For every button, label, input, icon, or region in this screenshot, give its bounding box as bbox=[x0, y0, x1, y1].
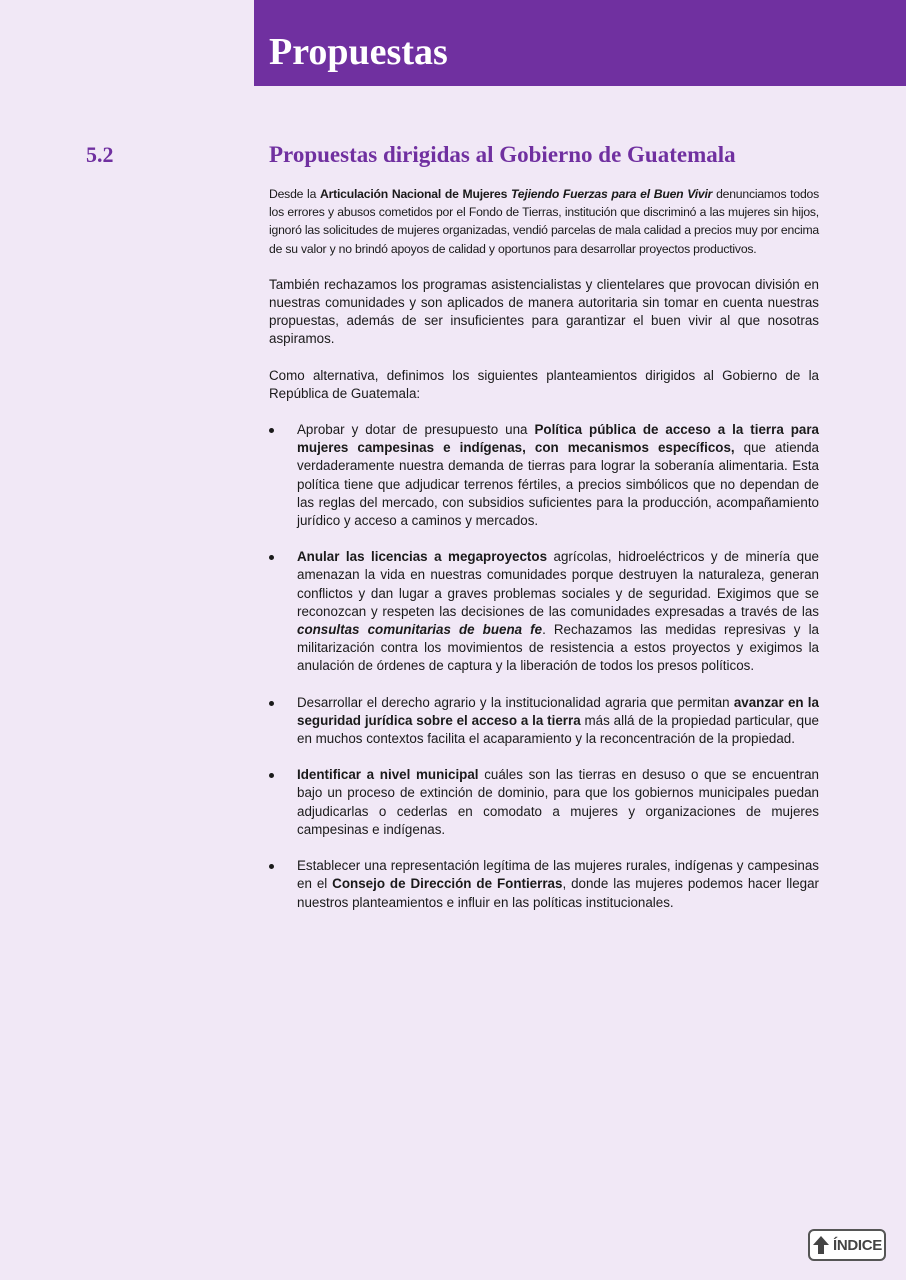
org-tagline: Tejiendo Fuerzas para el Buen Vivir bbox=[511, 187, 713, 201]
bullet-icon bbox=[269, 428, 274, 433]
text: Desde la bbox=[269, 187, 320, 201]
list-item: Desarrollar el derecho agrario y la institucionalidad agraria que permitan avanzar en la seguridad jurídica sobre el acceso a la tierra más allá de la propiedad particular, que en muchos contextos facilita el acaparamiento y la reconcentración de la propiedad. bbox=[269, 694, 819, 749]
paragraph-alternative: Como alternativa, definimos los siguientes planteamientos dirigidos al Gobierno de la República de Guatemala: bbox=[269, 367, 819, 401]
org-name: Articulación Nacional de Mujeres bbox=[319, 187, 512, 201]
body-content bbox=[269, 185, 819, 930]
bullet-icon bbox=[269, 864, 274, 869]
list-item: Establecer una representación legítima de las mujeres rurales, indígenas y campesinas en el Consejo de Dirección de Fontierras, donde las mujeres podemos hacer llegar nuestros planteamientos e influir en las políticas institucionales. bbox=[269, 857, 819, 912]
bullet-icon bbox=[269, 555, 274, 560]
paragraph-rejection: También rechazamos los programas asistencialistas y clientelares que provocan división en nuestras comunidades y son aplicados de manera autoritaria sin tomar en cuenta nuestras propuestas, además de ser insuficientes para garantizar el buen vivir al que nosotras aspiramos. bbox=[269, 276, 819, 347]
indice-button[interactable] bbox=[808, 1229, 886, 1261]
list-item: Anular las licencias a megaproyectos agrícolas, hidroeléctricos y de minería que amenazan la vida en nuestras comunidades porque destruyen la naturaleza, generan conflictos y dan lugar a graves problemas sociales y de seguridad. Exigimos que se reconozcan y respeten las decisiones de las comunidades expresadas a través de las consultas comunitarias de buena fe. Rechazamos las medidas represivas y la militarización contra los movimientos de resistencia a estos proyectos y exigimos la anulación de órdenes de captura y la liberación de todos los presos políticos. bbox=[269, 548, 819, 675]
proposal-list bbox=[269, 421, 819, 912]
text: denunciamos todos los errores y abusos cometidos por el Fondo de Tierras, institución que discriminó a las mujeres sin hijos, ignoró las solicitudes de mujeres organizadas, vendió parcelas de mala calidad a precios muy por encima de su valor y no brindó apoyos de calidad y oportunos para desarrollar proyectos productivos. bbox=[269, 187, 820, 256]
list-item: Identificar a nivel municipal cuáles son las tierras en desuso o que se encuentran bajo un proceso de extinción de dominio, para que los gobiernos municipales puedan adjudicarlas o cederlas en comodato a mujeres y organizaciones de mujeres campesinas e indígenas. bbox=[269, 766, 819, 839]
paragraph-intro bbox=[269, 185, 819, 258]
section-number: 5.2 bbox=[86, 142, 114, 167]
header-bar bbox=[254, 0, 906, 86]
list-item: Aprobar y dotar de presupuesto una Política pública de acceso a la tierra para mujeres campesinas e indígenas, con mecanismos específicos, que atienda verdaderamente nuestra demanda de tierras para lograr la soberanía alimentaria. Esta política tiene que adjudicar terrenos fértiles, a precios simbólicos que no dependan de las reglas del mercado, con subsidios suficientes para la producción, acompañamiento jurídico y acceso a caminos y mercados. bbox=[269, 421, 819, 530]
bullet-icon bbox=[269, 701, 274, 706]
section-title: Propuestas dirigidas al Gobierno de Guatemala bbox=[269, 142, 736, 167]
indice-label: ÍNDICE bbox=[832, 1236, 883, 1254]
page-title: Propuestas bbox=[269, 31, 448, 73]
arrow-up-icon bbox=[812, 1235, 830, 1255]
bullet-icon bbox=[269, 773, 274, 778]
